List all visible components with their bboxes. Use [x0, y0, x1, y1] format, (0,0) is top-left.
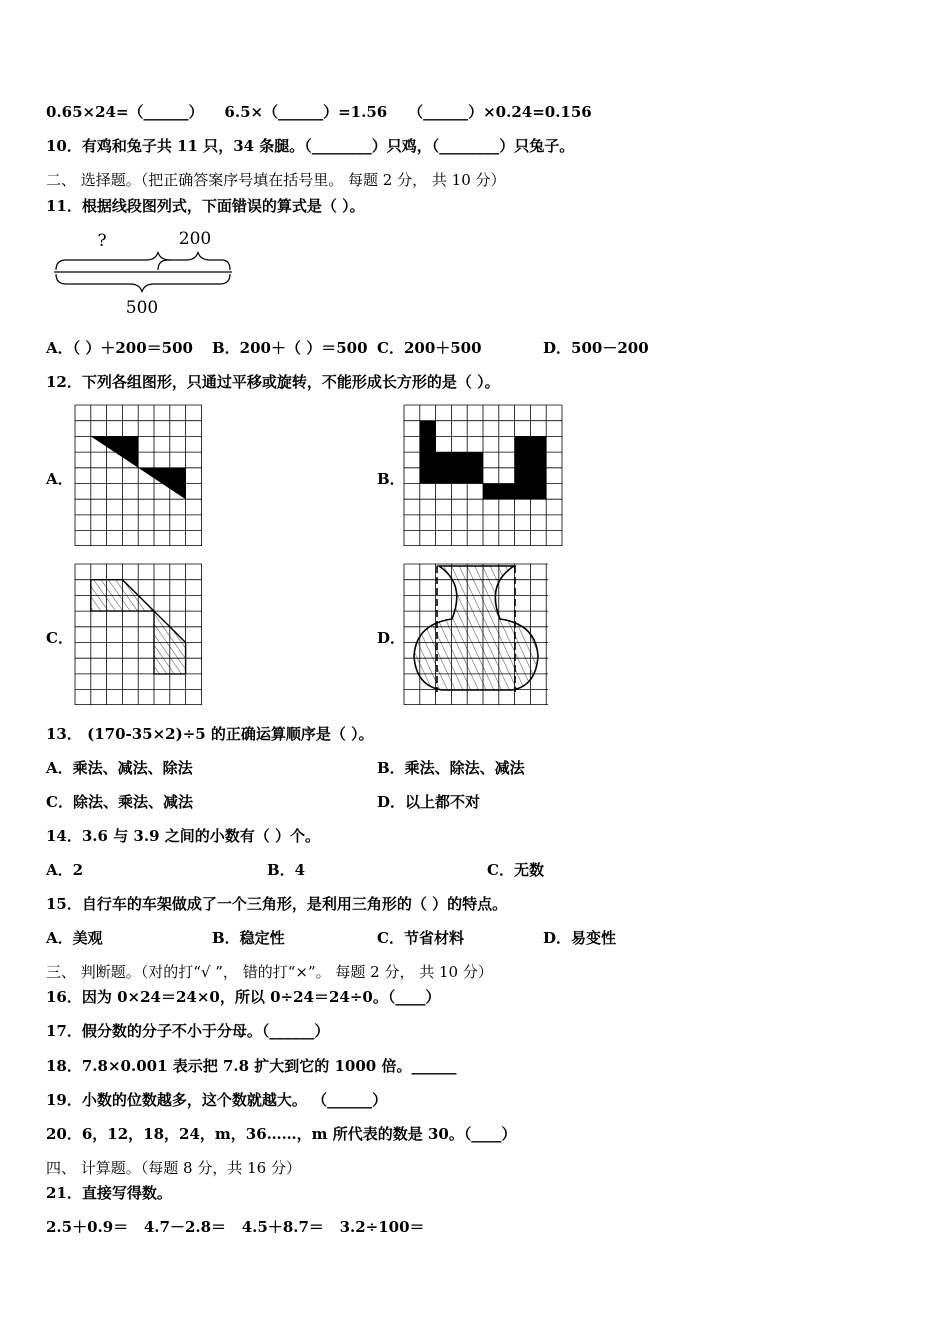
- q12-label-b[interactable]: B．: [377, 470, 405, 488]
- q14-option-b[interactable]: B．4: [267, 861, 306, 879]
- brace-200: [158, 252, 230, 270]
- q11-stem: 11．根据线段图列式，下面错误的算式是（ ）。: [46, 197, 365, 215]
- diagram-bottom-label: 500: [125, 298, 159, 318]
- section4-heading: 四、 计算题。（每题 8 分，共 16 分）: [46, 1159, 301, 1177]
- q16-question: 16．因为 0×24＝24×0，所以 0÷24＝24÷0。（____）: [46, 988, 441, 1006]
- q11-option-a[interactable]: A．（ ）＋200＝500: [46, 339, 193, 357]
- q10-question: 10．有鸡和兔子共 11 只，34 条腿。（________）只鸡，（________）只兔子。: [46, 137, 575, 155]
- q13-option-b[interactable]: B．乘法、除法、减法: [377, 759, 525, 777]
- vase-shape: [414, 566, 538, 690]
- q17-question: 17．假分数的分子不小于分母。（______）: [46, 1022, 330, 1040]
- q14-option-c[interactable]: C．无数: [487, 861, 544, 879]
- q15-option-a[interactable]: A．美观: [46, 929, 103, 947]
- q18-question: 18．7.8×0.001 表示把 7.8 扩大到它的 1000 倍。______: [46, 1057, 457, 1075]
- q21-items: 2.5＋0.9＝ 4.7－2.8＝ 4.5＋8.7＝ 3.2÷100＝: [46, 1218, 425, 1236]
- q12-figure-b[interactable]: [404, 405, 564, 546]
- q20-question: 20．6，12，18，24，m，36……，m 所代表的数是 30。（____）: [46, 1125, 517, 1143]
- q15-stem: 15．自行车的车架做成了一个三角形，是利用三角形的（ ）的特点。: [46, 895, 508, 913]
- q12-figure-d[interactable]: [404, 564, 550, 705]
- q19-question: 19．小数的位数越多，这个数就越大。 （______）: [46, 1091, 388, 1109]
- q21-stem: 21．直接写得数。: [46, 1184, 172, 1202]
- q13-stem: 13． (170-35×2)÷5 的正确运算顺序是（ ）。: [46, 725, 374, 743]
- q12-stem: 12．下列各组图形，只通过平移或旋转，不能形成长方形的是（ ）。: [46, 373, 500, 391]
- q13-option-a[interactable]: A．乘法、减法、除法: [46, 759, 193, 777]
- q12-label-c[interactable]: C．: [46, 629, 73, 647]
- q15-option-b[interactable]: B．稳定性: [212, 929, 285, 947]
- q11-option-d[interactable]: D．500－200: [543, 339, 649, 357]
- q11-option-c[interactable]: C．200＋500: [377, 339, 482, 357]
- q15-option-c[interactable]: C．节省材料: [377, 929, 464, 947]
- q12-figure-a[interactable]: [75, 405, 203, 546]
- brace-500: [56, 274, 230, 292]
- q15-option-d[interactable]: D．易变性: [543, 929, 617, 947]
- q14-option-a[interactable]: A．2: [46, 861, 84, 879]
- q11-segment-diagram: [50, 226, 240, 321]
- brace-question: [56, 252, 170, 270]
- q12-figure-c[interactable]: [75, 564, 203, 705]
- diagram-top-label: 200: [178, 229, 212, 249]
- section3-heading: 三、 判断题。（对的打“√ ”， 错的打“×”。 每题 2 分， 共 10 分）: [46, 963, 493, 981]
- section2-heading: 二、 选择题。（把正确答案序号填在括号里。 每题 2 分， 共 10 分）: [46, 171, 506, 189]
- q13-option-c[interactable]: C．除法、乘法、减法: [46, 793, 193, 811]
- q13-option-d[interactable]: D．以上都不对: [377, 793, 481, 811]
- q12-label-d[interactable]: D．: [377, 629, 406, 647]
- q11-option-b[interactable]: B．200＋（ ）＝500: [212, 339, 368, 357]
- q9-fill-blanks: 0.65×24=（______） 6.5×（______）=1.56 （______）×0.24=0.156: [46, 103, 592, 121]
- diagram-question-label: ?: [97, 231, 107, 251]
- q12-label-a[interactable]: A．: [46, 470, 73, 488]
- q14-stem: 14．3.6 与 3.9 之间的小数有（ ）个。: [46, 827, 320, 845]
